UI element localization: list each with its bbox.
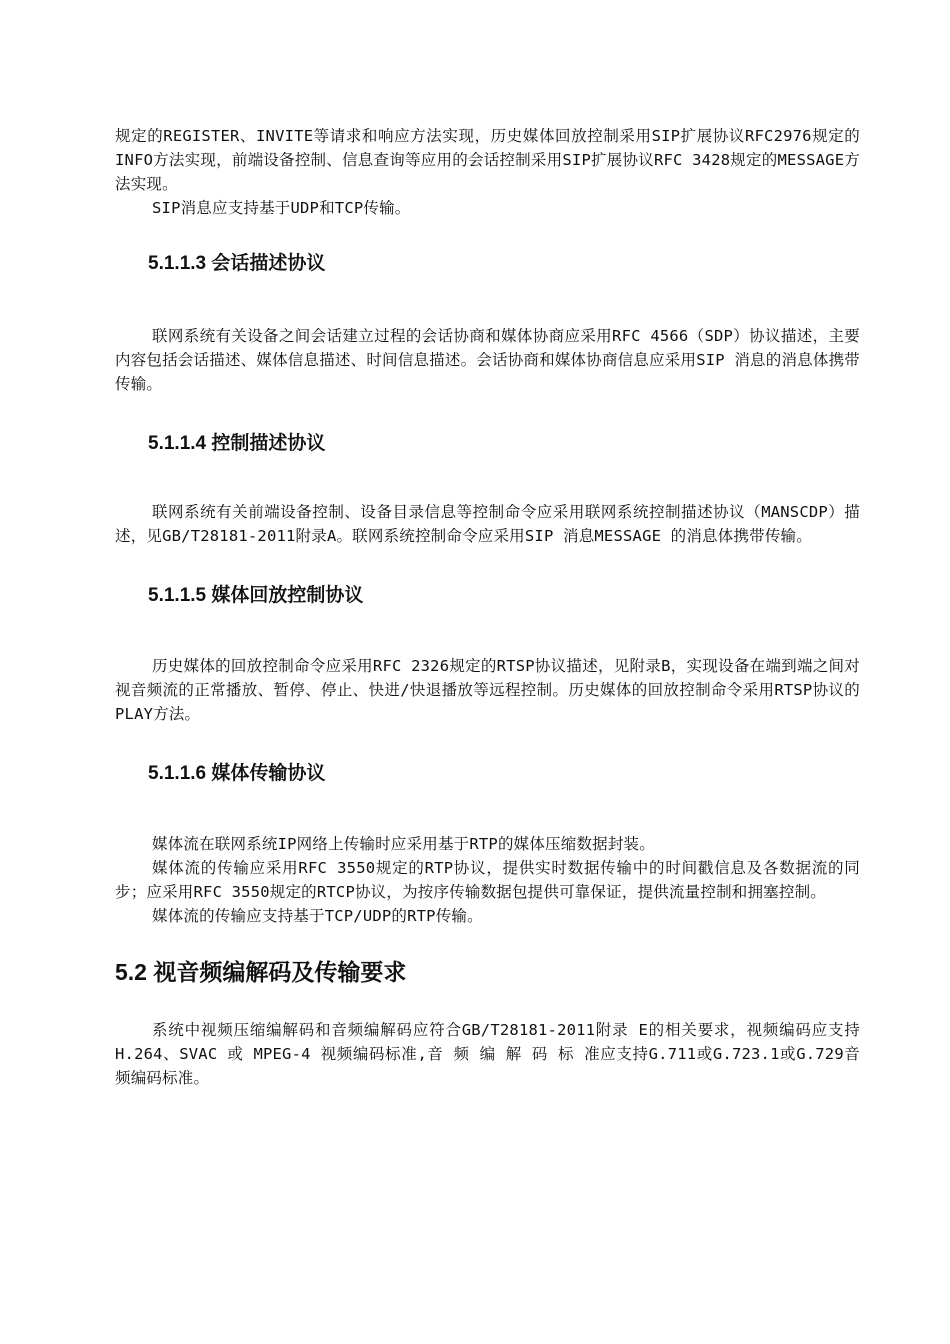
paragraph-rtp-rtcp: 媒体流的传输应采用RFC 3550规定的RTP协议，提供实时数据传输中的时间戳信息及各数据流的同步；应采用RFC 3550规定的RTCP协议，为按序传输数据包提供可靠保证，提供流量控制和拥塞控制。: [115, 859, 860, 901]
paragraph-sdp: 联网系统有关设备之间会话建立过程的会话协商和媒体协商应采用RFC 4566（SDP）协议描述，主要内容包括会话描述、媒体信息描述、时间信息描述。会话协商和媒体协商信息应采用SIP 消息的消息体携带传输。: [115, 327, 860, 393]
heading-5-1-1-3: 5.1.1.3 会话描述协议: [148, 253, 326, 274]
paragraph-sip-methods: 规定的REGISTER、INVITE等请求和响应方法实现，历史媒体回放控制采用SIP扩展协议RFC2976规定的INFO方法实现，前端设备控制、信息查询等应用的会话控制采用SIP扩展协议RFC 3428规定的MESSAGE方法实现。: [115, 127, 860, 193]
paragraph-manscdp: 联网系统有关前端设备控制、设备目录信息等控制命令应采用联网系统控制描述协议（MANSCDP）描述，见GB/T28181-2011附录A。联网系统控制命令应采用SIP 消息MESSAGE 的消息体携带传输。: [115, 503, 860, 545]
document-body: [115, 124, 860, 1090]
paragraph-rtp-encapsulation: 媒体流在联网系统IP网络上传输时应采用基于RTP的媒体压缩数据封装。: [152, 835, 655, 853]
heading-5-1-1-6: 5.1.1.6 媒体传输协议: [148, 763, 326, 784]
paragraph-rtsp: 历史媒体的回放控制命令应采用RFC 2326规定的RTSP协议描述，见附录B，实现设备在端到端之间对视音频流的正常播放、暂停、停止、快进/快退播放等远程控制。历史媒体的回放控制命令采用RTSP协议的PLAY方法。: [115, 657, 860, 723]
paragraph-rtp-tcp-udp: 媒体流的传输应支持基于TCP/UDP的RTP传输。: [152, 907, 483, 925]
heading-5-1-1-4: 5.1.1.4 控制描述协议: [148, 433, 326, 454]
heading-5-2: 5.2 视音频编解码及传输要求: [115, 959, 407, 985]
paragraph-sip-transport: SIP消息应支持基于UDP和TCP传输。: [152, 199, 411, 217]
paragraph-codec: 系统中视频压缩编解码和音频编解码应符合GB/T28181-2011附录 E的相关要求，视频编码应支持H.264、SVAC 或 MPEG-4 视频编码标准,音 频 编 解 码 标 准应支持G.711或G.723.1或G.729音频编码标准。: [115, 1021, 860, 1087]
heading-5-1-1-5: 5.1.1.5 媒体回放控制协议: [148, 585, 364, 606]
